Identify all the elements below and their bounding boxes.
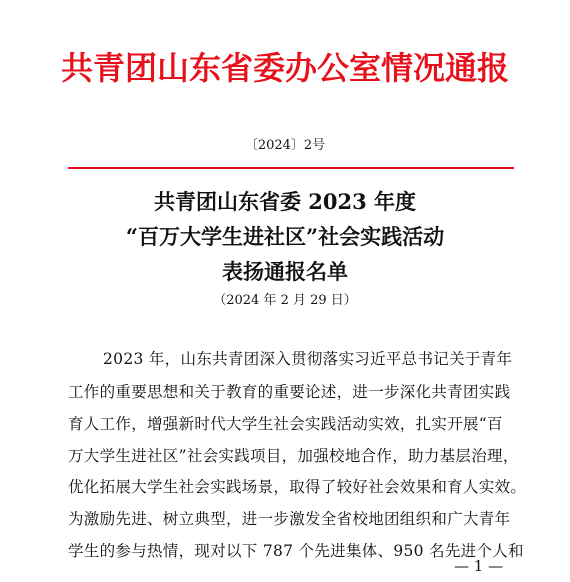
body-paragraph-line: 万大学生进社区”社会实践项目，加强校地合作，助力基层治理，: [68, 447, 519, 465]
document-date: （2024 年 2 月 29 日）: [213, 293, 357, 308]
body-paragraph-line: 工作的重要思想和关于教育的重要论述，进一步深化共青团实践: [68, 383, 511, 401]
document-title-line-1: 共青团山东省委 2023 年度: [153, 189, 417, 214]
body-paragraph-line: 学生的参与热情，现对以下 787 个先进集体、950 名先进个人和: [68, 542, 524, 560]
body-paragraph-line: 优化拓展大学生社会实践场景，取得了较好社会效果和育人实效。: [68, 478, 527, 496]
red-divider-rule: [68, 167, 514, 169]
issue-number: 〔2024〕2号: [244, 138, 326, 153]
body-paragraph-line: 为激励先进、树立典型，进一步激发全省校地团组织和广大青年: [68, 510, 511, 528]
body-paragraph-line: 2023 年，山东共青团深入贯彻落实习近平总书记关于青年: [103, 350, 513, 368]
body-paragraph-line: 育人工作，增强新时代大学生社会实践活动实效，扎实开展“百: [68, 415, 503, 433]
masthead-title: 共青团山东省委办公室情况通报: [60, 49, 509, 87]
document-title-line-3: 表扬通报名单: [222, 259, 348, 284]
document-title-line-2: “百万大学生进社区”社会实践活动: [125, 224, 445, 249]
page-number: — 1 —: [454, 557, 504, 575]
